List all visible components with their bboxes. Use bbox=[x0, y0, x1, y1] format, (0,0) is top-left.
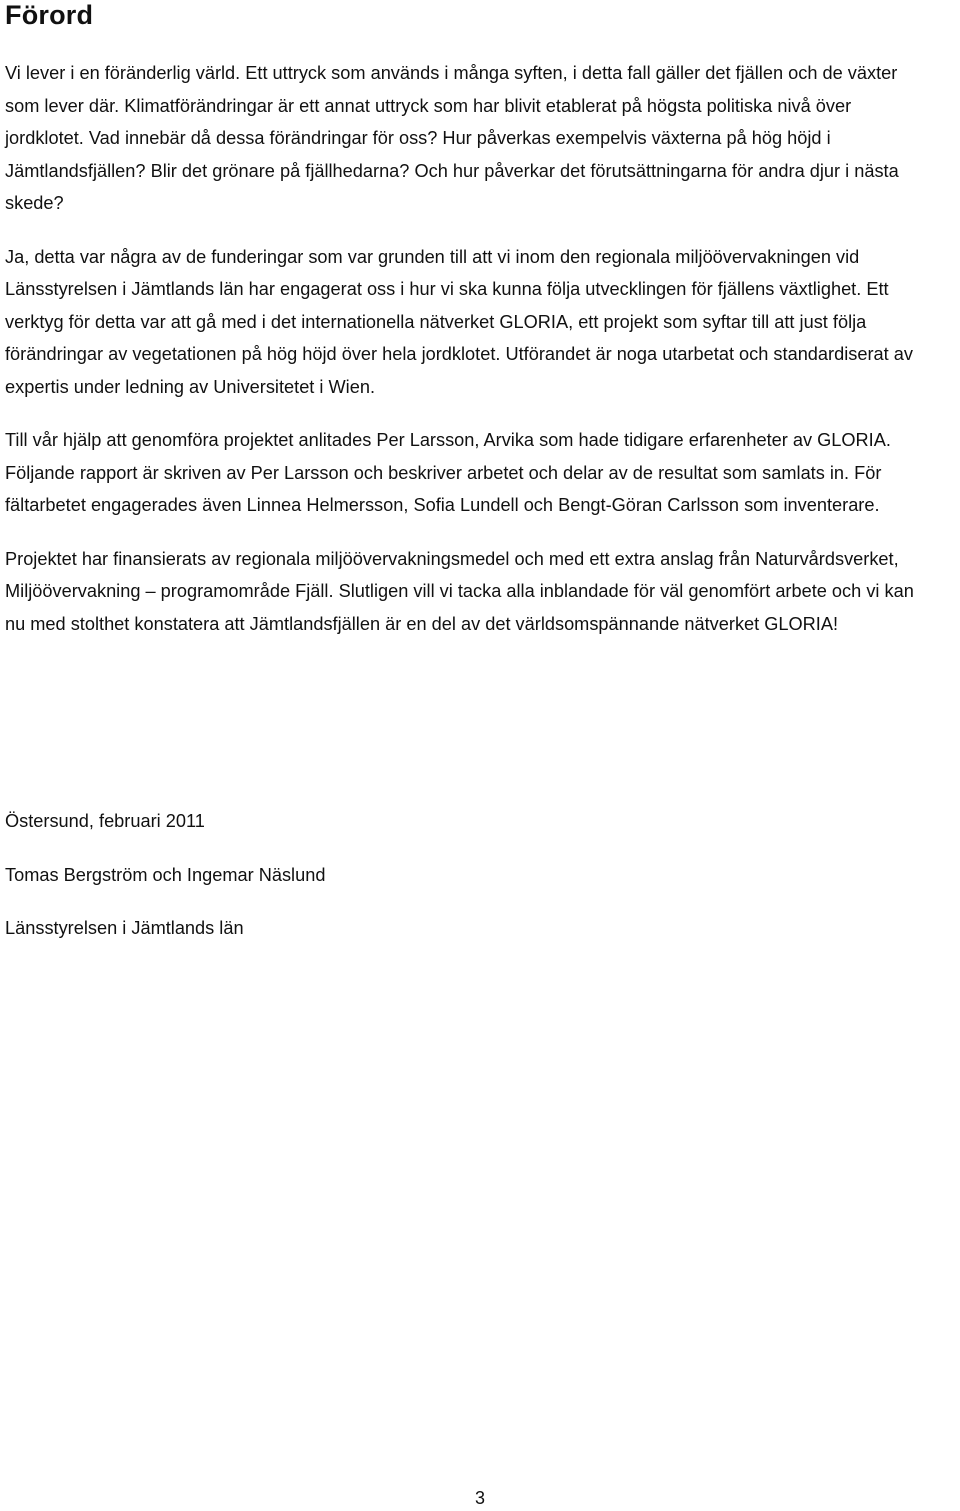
page-number: 3 bbox=[474, 1488, 485, 1508]
place-date: Östersund, februari 2011 bbox=[5, 811, 205, 831]
document-page bbox=[5, 0, 935, 945]
authors: Tomas Bergström och Ingemar Näslund bbox=[5, 864, 326, 885]
paragraph-background: Ja, detta var några av de funderingar som var grunden till att vi inom den regionala miljöövervakningen vid Länsstyrelsen i Jämtlands län har engagerat oss i hur vi ska kunna följa utvecklingen för fjällens växtlighet. Ett verktyg för detta var att gå med i det internationella nätverket GLORIA, ett projekt som syftar till att just följa förändringar av vegetationen på hög höjd över hela jordklotet. Utförandet är noga utarbetat och standardiserat av expertis under ledning av Universitetet i Wien. bbox=[5, 246, 913, 397]
paragraph-project-help: Till vår hjälp att genomföra projektet anlitades Per Larsson, Arvika som hade tidigare erfarenheter av GLORIA. Följande rapport är skriven av Per Larsson och beskriver arbetet och delar av de resultat som samlats in. För fältarbetet engagerades även Linnea Helmersson, Sofia Lundell och Bengt-Göran Carlsson som inventerare. bbox=[5, 430, 891, 515]
page-title: Förord bbox=[5, 0, 94, 30]
organization: Länsstyrelsen i Jämtlands län bbox=[5, 918, 244, 938]
paragraph-funding: Projektet har finansierats av regionala miljöövervakningsmedel och med ett extra anslag från Naturvårdsverket, Miljöövervakning – programområde Fjäll. Slutligen vill vi tacka alla inblandade för väl genomfört arbete och vi kan nu med stolthet konstatera att Jämtlandsfjällen är en del av det världsomspännande nätverket GLORIA! bbox=[5, 548, 914, 634]
paragraph-intro: Vi lever i en föränderlig värld. Ett uttryck som används i många syften, i detta fall gäller det fjällen och de växter som lever där. Klimatförändringar är ett annat uttryck som har blivit etablerat på högsta politiska nivå över jordklotet. Vad innebär då dessa förändringar för oss? Hur påverkas exempelvis växterna på hög höjd i Jämtlandsfjällen? Blir det grönare på fjällhedarna? Och hur påverkar det förutsättningarna för andra djur i nästa skede? bbox=[5, 63, 899, 213]
